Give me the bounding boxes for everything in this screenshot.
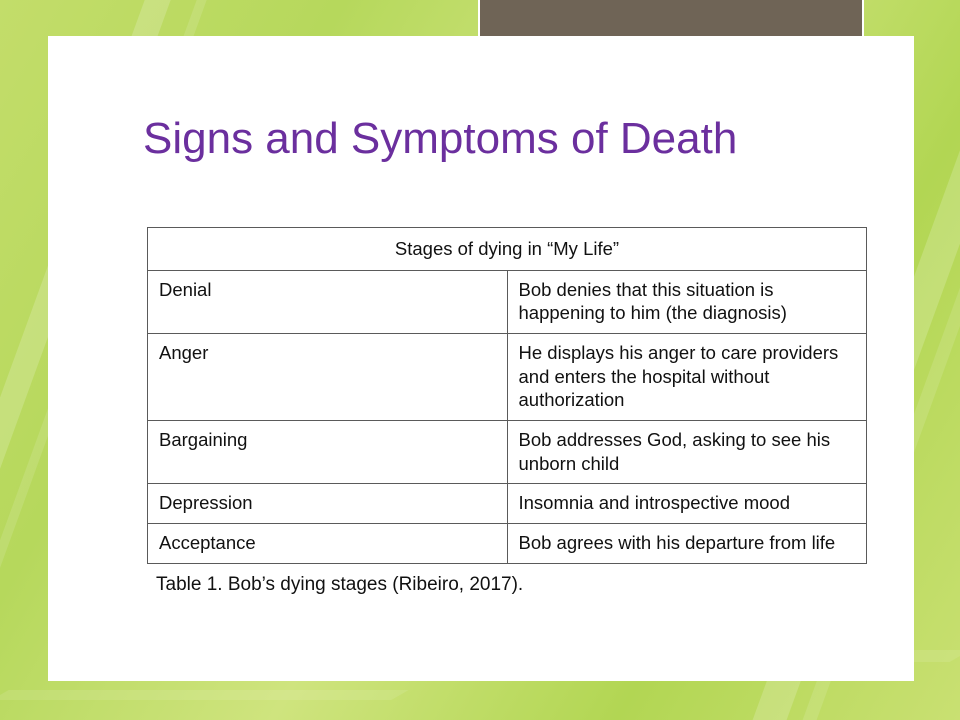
stage-description: Bob addresses God, asking to see his unborn child — [507, 421, 867, 484]
table-row — [148, 421, 867, 484]
stages-table — [147, 227, 867, 564]
stage-name: Bargaining — [148, 421, 508, 484]
table-row — [148, 270, 867, 333]
slide-content-panel — [48, 36, 914, 681]
stage-name: Denial — [148, 270, 508, 333]
table-header-row — [148, 228, 867, 271]
stage-description: He displays his anger to care providers and enters the hospital without authorization — [507, 334, 867, 421]
stage-name: Depression — [148, 484, 508, 524]
stage-description: Bob agrees with his departure from life — [507, 524, 867, 564]
table-row — [148, 524, 867, 564]
table-caption: Table 1. Bob’s dying stages (Ribeiro, 2017). — [156, 574, 524, 595]
table-header-cell: Stages of dying in “My Life” — [148, 228, 867, 271]
stages-table-container — [147, 227, 867, 564]
table-row — [148, 484, 867, 524]
stage-name: Anger — [148, 334, 508, 421]
stage-description: Bob denies that this situation is happening to him (the diagnosis) — [507, 270, 867, 333]
background-streak — [0, 690, 409, 700]
stage-description: Insomnia and introspective mood — [507, 484, 867, 524]
stage-name: Acceptance — [148, 524, 508, 564]
page-title: Signs and Symptoms of Death — [143, 114, 738, 163]
table-row — [148, 334, 867, 421]
